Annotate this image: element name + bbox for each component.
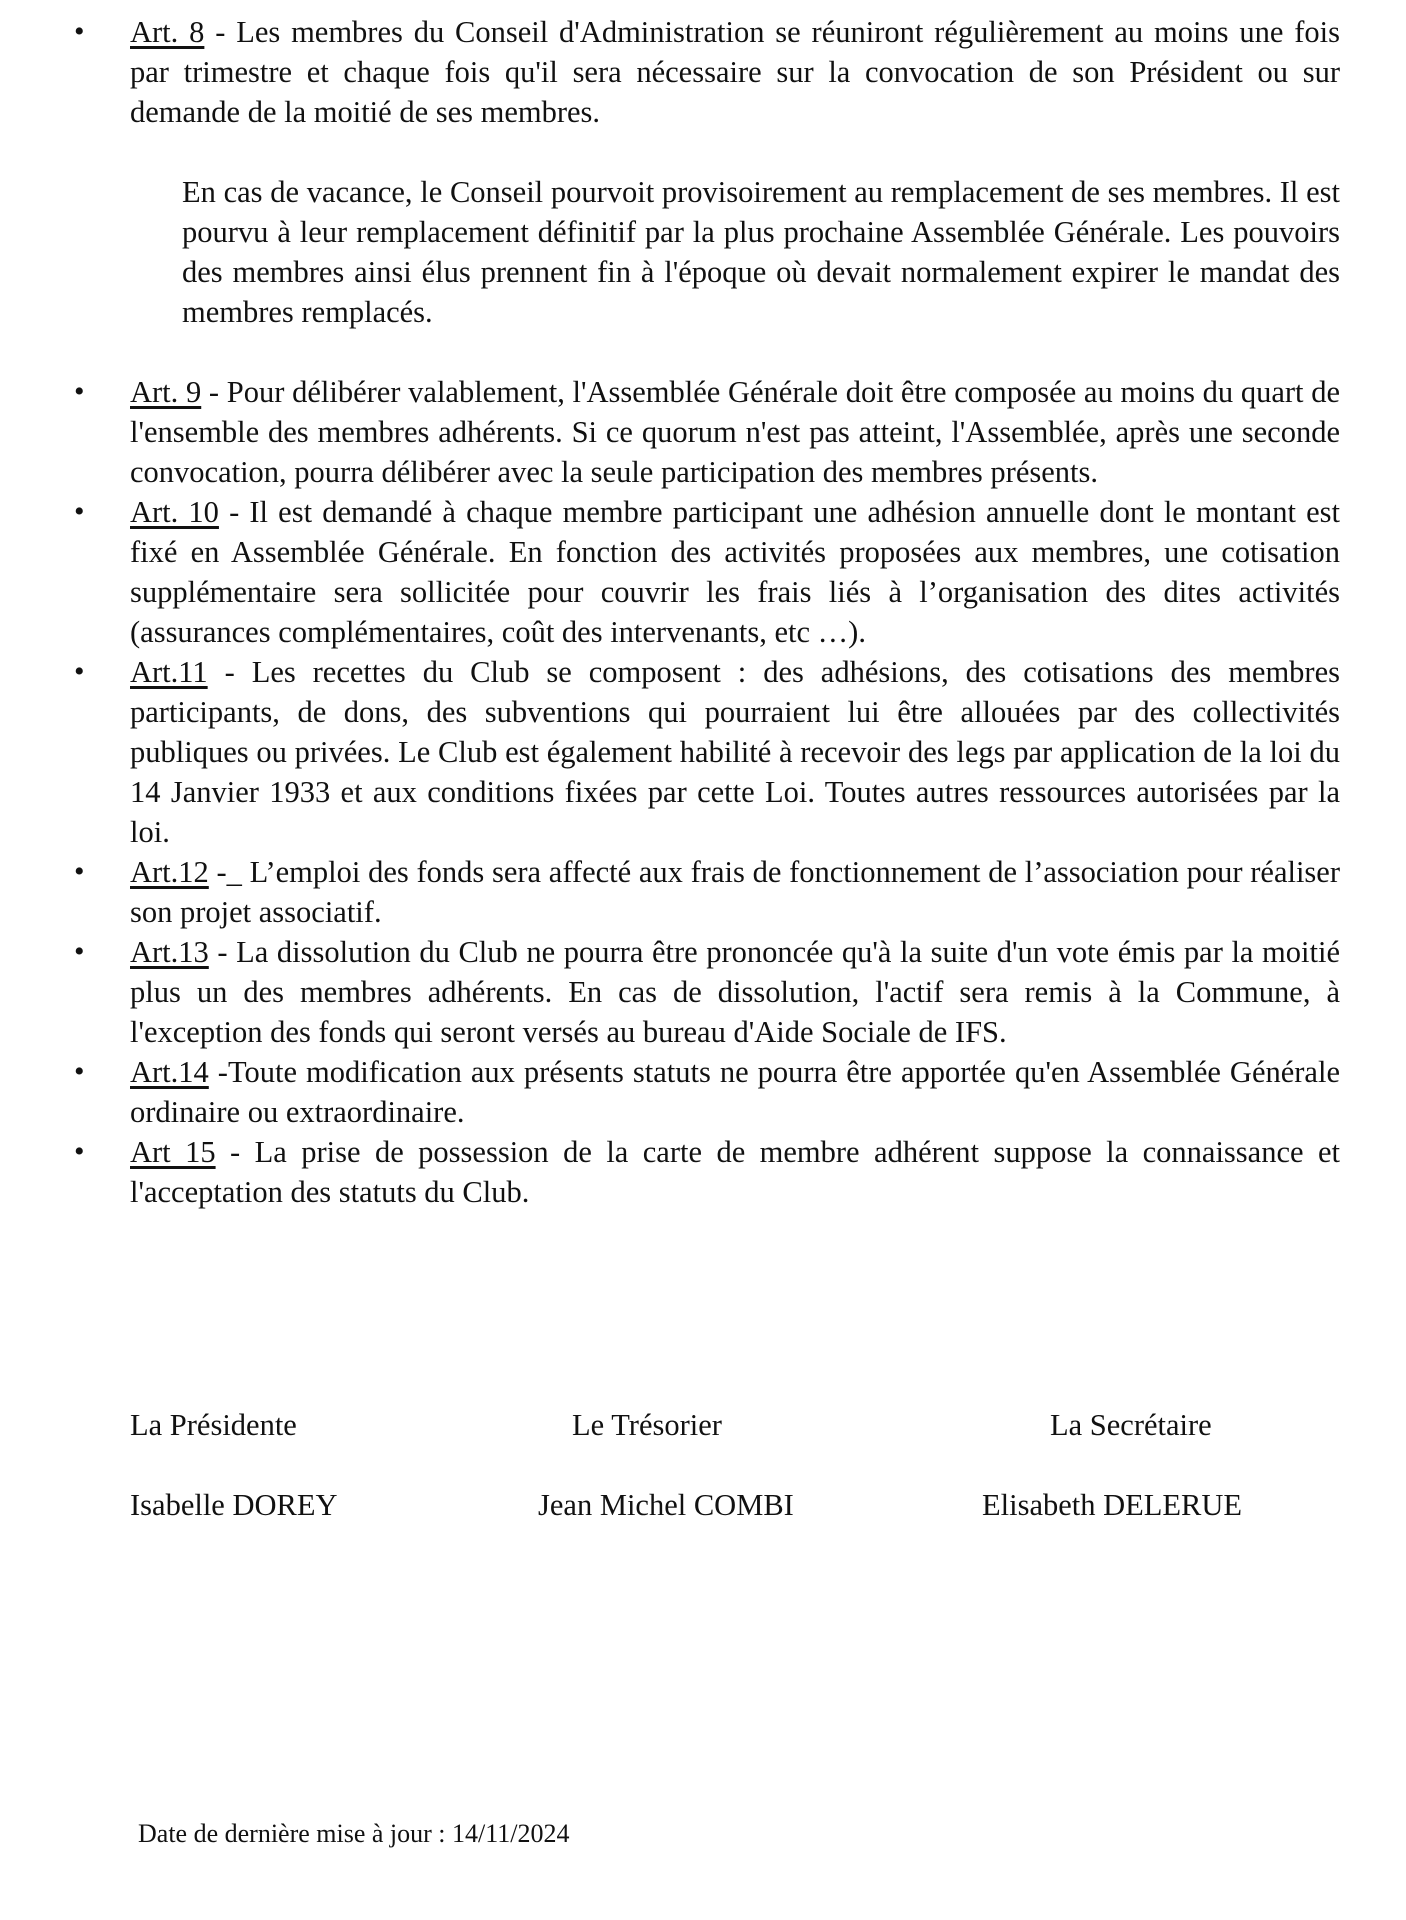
article-label: Art.13 — [130, 935, 209, 969]
secretaire-title: La Secrétaire — [1050, 1408, 1212, 1442]
article-text: Les membres du Conseil d'Administration se réuniront régulièrement au moins une fois par trimestre et chaque fois qu'il sera nécessaire sur la convocation de son Président ou sur demande de la moitié de ses membres. — [130, 15, 1340, 129]
bullet: • — [74, 1055, 85, 1088]
article-separator: - — [208, 1055, 228, 1089]
article-text: Toute modification aux présents statuts ne pourra être apportée qu'en Assemblée Générale ordinaire ou extraordinaire. — [130, 1055, 1340, 1129]
last-update-footer — [138, 1817, 570, 1851]
article-14 — [68, 1052, 1340, 1132]
article-text: Pour délibérer valablement, l'Assemblée Générale doit être composée au moins du quart de l'ensemble des membres adhérents. Si ce quorum n'est pas atteint, l'Assemblée, après une seconde convocation, pourra délibérer avec la seule participation des membres présents. — [130, 375, 1340, 489]
bullet: • — [74, 655, 85, 688]
presidente-title: La Présidente — [130, 1408, 297, 1442]
bullet: • — [74, 935, 85, 968]
presidente-name: Isabelle DOREY — [130, 1488, 338, 1522]
signature-titles-row — [130, 1405, 1330, 1445]
article-separator: -_ — [208, 855, 250, 889]
tresorier-title: Le Trésorier — [572, 1408, 722, 1442]
bullet: • — [74, 495, 85, 528]
article-text: La dissolution du Club ne pourra être prononcée qu'à la suite d'un vote émis par la moitié plus un des membres adhérents. En cas de dissolution, l'actif sera remis à la Commune, à l'exception des fonds qui seront versés au bureau d'Aide Sociale de IFS. — [130, 935, 1340, 1049]
article-label: Art. 8 — [130, 15, 205, 49]
article-11 — [68, 652, 1340, 852]
secretaire-name: Elisabeth DELERUE — [982, 1488, 1243, 1522]
bullet: • — [74, 15, 85, 48]
article-separator: - — [208, 935, 237, 969]
article-separator: - — [218, 495, 250, 529]
article-label: Art. 10 — [130, 495, 219, 529]
article-13 — [68, 932, 1340, 1052]
article-separator: - — [215, 1135, 255, 1169]
article-12 — [68, 852, 1340, 932]
bullet: • — [74, 1135, 85, 1168]
signature-block — [130, 1405, 1330, 1525]
article-list — [68, 12, 1340, 1212]
article-text: Il est demandé à chaque membre participant une adhésion annuelle dont le montant est fixé en Assemblée Générale. En fonction des activités proposées aux membres, une cotisation supplémentaire sera sollicitée pour couvrir les frais liés à l’organisation des dites activités (assurances complémentaires, coût des intervenants, etc …). — [130, 495, 1340, 649]
article-separator: - — [204, 15, 237, 49]
article-label: Art.14 — [130, 1055, 209, 1089]
article-label: Art.11 — [130, 655, 208, 689]
bullet: • — [74, 855, 85, 888]
article-separator: - — [201, 375, 227, 409]
article-8-subparagraph: En cas de vacance, le Conseil pourvoit provisoirement au remplacement de ses membres. Il est pourvu à leur remplacement définitif par la plus prochaine Assemblée Générale. Les pouvoirs des membres ainsi élus prennent fin à l'époque où devait normalement expirer le mandat des membres remplacés. — [182, 175, 1340, 329]
article-separator: - — [207, 655, 252, 689]
last-update-label: Date de dernière mise à jour : — [138, 1819, 453, 1848]
article-label: Art 15 — [130, 1135, 216, 1169]
article-10 — [68, 492, 1340, 652]
article-8 — [68, 12, 1340, 332]
signature-names-row — [130, 1485, 1330, 1525]
article-text: Les recettes du Club se composent : des adhésions, des cotisations des membres participants, de dons, des subventions qui pourraient lui être allouées par des collectivités publiques ou privées. Le Club est également habilité à recevoir des legs par application de la loi du 14 Janvier 1933 et aux conditions fixées par cette Loi. Toutes autres ressources autorisées par la loi. — [130, 655, 1340, 849]
article-text: L’emploi des fonds sera affecté aux frais de fonctionnement de l’association pour réaliser son projet associatif. — [130, 855, 1340, 929]
bullet: • — [74, 375, 85, 408]
last-update-date: 14/11/2024 — [452, 1819, 570, 1848]
tresorier-name: Jean Michel COMBI — [538, 1488, 794, 1522]
article-9 — [68, 372, 1340, 492]
article-text: La prise de possession de la carte de membre adhérent suppose la connaissance et l'acceptation des statuts du Club. — [130, 1135, 1340, 1209]
article-15 — [68, 1132, 1340, 1212]
article-label: Art.12 — [130, 855, 209, 889]
article-label: Art. 9 — [130, 375, 202, 409]
